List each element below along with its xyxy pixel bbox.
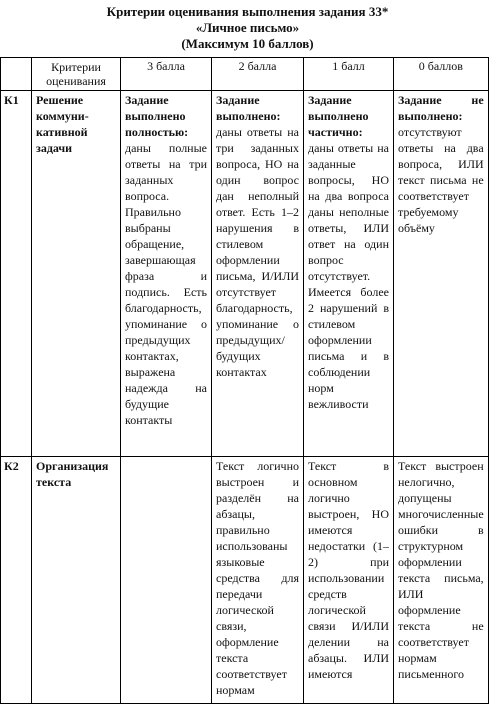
k1-score-3-text: даны полные ответы на три заданных вопроса. Правильно выбраны обращение, завершающая фраза и подпись. Есть благодарность, упоминание о предыдущих контактах, выражена надежда на будущие контакты [125,141,207,427]
document-title [0,0,495,52]
k1-score-1-label: Задание выполнено частично: [308,93,369,139]
title-line-1: Критерии оценивания выполнения задания 33* [106,4,389,19]
k1-score-3-label: Задание выполнено полностью: [125,93,189,139]
title-line-3: (Максимум 10 баллов) [181,36,314,51]
header-criteria: Критерии оценивания [32,58,121,91]
header-score-3: 3 балла [121,58,212,91]
k1-score-0-label: Задание не выполнено: [398,93,484,123]
header-row [1,58,489,91]
k1-score-1-cell [304,91,394,457]
k1-score-3-cell [121,91,212,457]
header-score-0: 0 баллов [394,58,489,91]
criterion-code: К2 [1,457,32,704]
k1-score-1-text: даны ответы на заданные вопросы, НО на два вопроса даны неполные ответы, ИЛИ ответ на один вопрос отсутствует. Имеется более 2 нарушений в стилевом оформлении письма и в соблюдении норм вежливости [308,141,389,411]
k1-score-0-text: отсутствуют ответы на два вопроса, ИЛИ текст письма не соответствует требуемому объёму [398,125,484,235]
criterion-name: Решение коммуни-кативной задачи [32,91,121,457]
title-line-2: «Личное письмо» [195,20,300,35]
k2-score-1-cell: Текст в основном логично выстроен, НО имеются недостатки (1–2) при использовании средств логической связи И/ИЛИ делении на абзацы. ИЛИ имеются [304,457,394,704]
table-row-k1 [1,91,489,457]
k2-score-2-cell: Текст логично выстроен и разделён на абзацы, правильно использованы языковые средства для передачи логической связи, оформление текста соответствует нормам [212,457,304,704]
k1-score-2-cell [212,91,304,457]
criteria-table [0,57,489,704]
header-code-cell [1,58,32,91]
k2-score-3-cell [121,457,212,704]
k1-score-2-label: Задание выполнено: [216,93,281,123]
criterion-name: Организация текста [32,457,121,704]
criterion-code: К1 [1,91,32,457]
header-score-1: 1 балл [304,58,394,91]
header-score-2: 2 балла [212,58,304,91]
k1-score-0-cell [394,91,489,457]
table-row-k2 [1,457,489,704]
k1-score-2-text: даны ответы на три заданных вопроса, НО на один вопрос дан неполный ответ. Есть 1–2 нарушения в стилевом оформлении письма, И/ИЛИ отсутствует благодарность, упоминание о предыдущих/будущих контактах [216,125,299,379]
k2-score-0-cell: Текст выстроен нелогично, допущены многочисленные ошибки в структурном оформлении текста письма, ИЛИ оформление текста не соответствует нормам письменного [394,457,489,704]
